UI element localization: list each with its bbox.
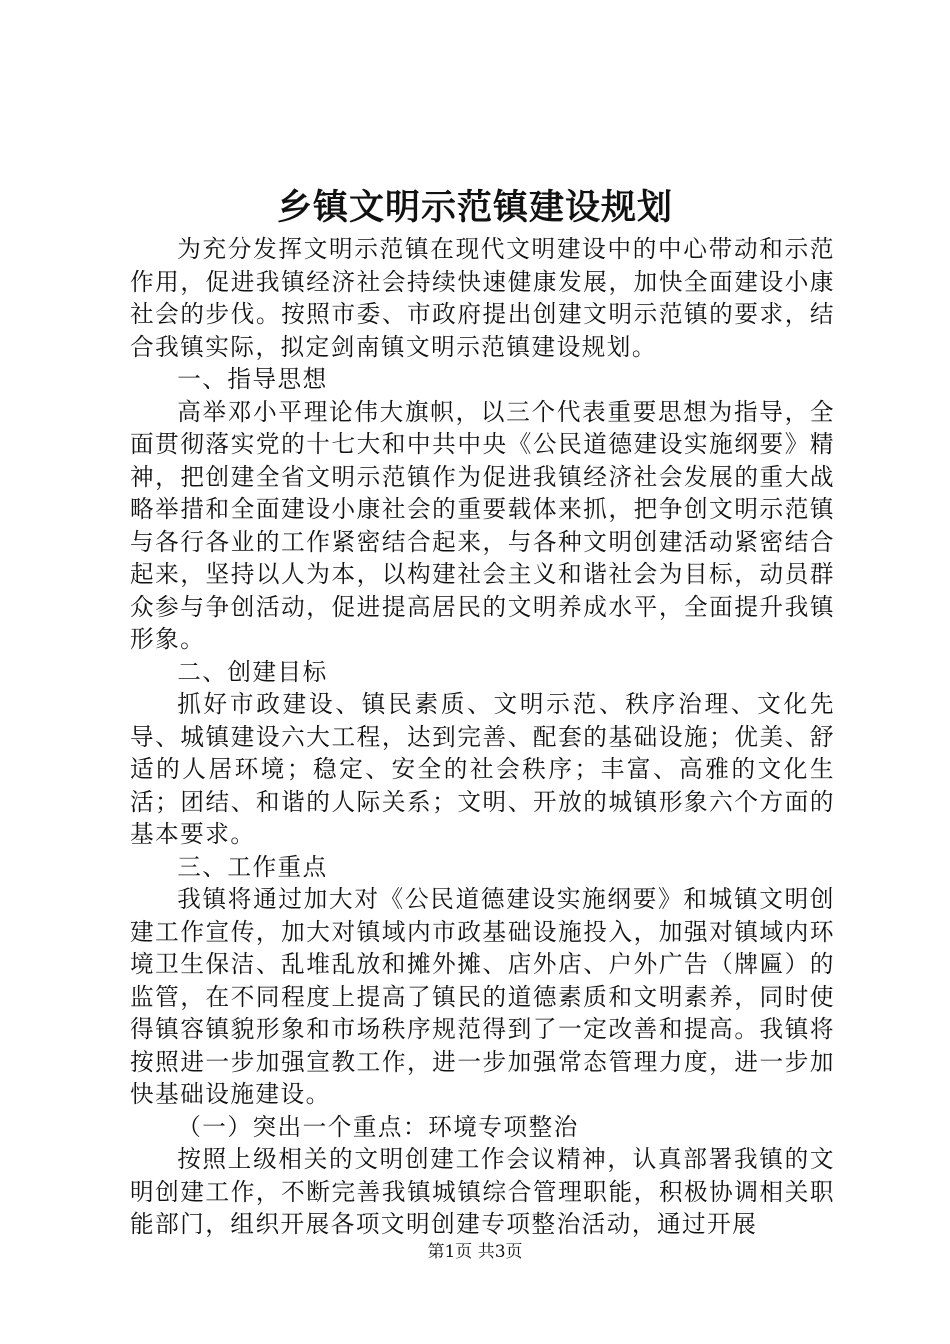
intro-paragraph: 为充分发挥文明示范镇在现代文明建设中的中心带动和示范作用，促进我镇经济社会持续快速健康发展，加快全面建设小康社会的步伐。按照市委、市政府提出创建文明示范镇的要求，结合我镇实际，拟定剑南镇文明示范镇建设规划。 xyxy=(130,235,835,361)
work-focus-paragraph: 我镇将通过加大对《公民道德建设实施纲要》和城镇文明创建工作宣传，加大对镇域内市政基础设施投入，加强对镇域内环境卫生保洁、乱堆乱放和摊外摊、店外店、户外广告（牌匾）的监管，在不同程度上提高了镇民的道德素质和文明素养，同时使得镇容镇貌形象和市场秩序规范得到了一定改善和提高。我镇将按照进一步加强宣教工作，进一步加强常态管理力度，进一步加快基础设施建设。 xyxy=(130,885,835,1108)
guiding-ideology-paragraph: 高举邓小平理论伟大旗帜，以三个代表重要思想为指导，全面贯彻落实党的十七大和中共中央《公民道德建设实施纲要》精神，把创建全省文明示范镇作为促进我镇经济社会发展的重大战略举措和全面建设小康社会的重要载体来抓，把争创文明示范镇与各行各业的工作紧密结合起来，与各种文明创建活动紧密结合起来，坚持以人为本，以构建社会主义和谐社会为目标，动员群众参与争创活动，促进提高居民的文明养成水平，全面提升我镇形象。 xyxy=(130,397,835,653)
environment-paragraph: 按照上级相关的文明创建工作会议精神，认真部署我镇的文明创建工作，不断完善我镇城镇综合管理职能，积极协调相关职能部门，组织开展各项文明创建专项整治活动，通过开展 xyxy=(130,1145,835,1238)
document-title: 乡镇文明示范镇建设规划 xyxy=(276,187,673,228)
subsection-heading-environment: （一）突出一个重点：环境专项整治 xyxy=(177,1112,579,1141)
section-heading-guiding-ideology: 一、指导思想 xyxy=(177,365,328,393)
section-heading-work-focus: 三、工作重点 xyxy=(177,852,328,881)
goals-paragraph: 抓好市政建设、镇民素质、文明示范、秩序治理、文化先导、城镇建设六大工程，达到完善、配套的基础设施；优美、舒适的人居环境；稳定、安全的社会秩序；丰富、高雅的文化生活；团结、和谐的人际关系；文明、开放的城镇形象六个方面的基本要求。 xyxy=(130,690,835,848)
section-heading-goals: 二、创建目标 xyxy=(177,657,328,686)
page-footer: 第1页 共3页 xyxy=(427,1242,523,1262)
document-body xyxy=(130,233,835,1241)
